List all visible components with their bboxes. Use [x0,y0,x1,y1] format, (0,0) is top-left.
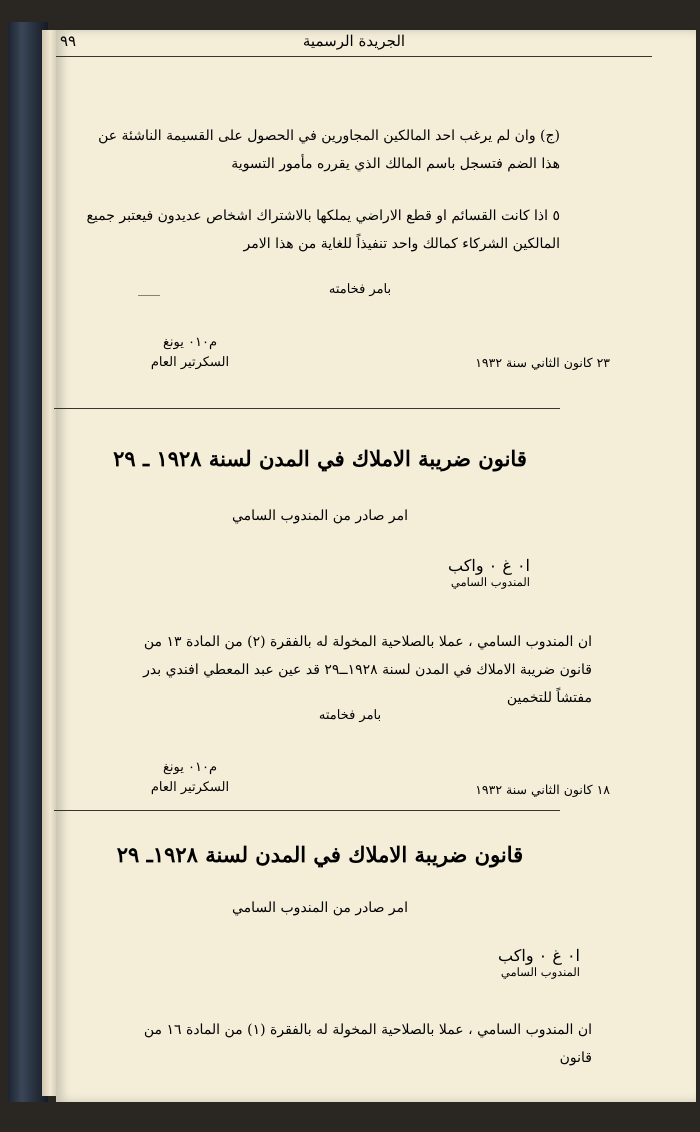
law-title-3: قانون ضريبة الاملاك في المدن لسنة ١٩٢٨ـ ٢٩ [116,842,524,867]
document-page [56,30,696,1102]
page-edge [42,30,56,1096]
order-subtitle-3: امر صادر من المندوب السامي [231,900,409,916]
signature-block-2 [130,758,250,798]
signer-name: م٠١٠ يونغ [162,335,218,350]
gazette-title: الجريدة الرسمية [302,32,406,50]
issuer-name: ا٠ غ ٠ واكب [448,556,530,575]
section-divider-1 [54,408,560,409]
by-order-2: بامر فخامته [318,708,382,723]
order-body-2: ان المندوب السامي ، عملا بالصلاحية المخولة له بالفقرة (٢) من المادة ١٣ من قانون ضريبة الاملاك في المدن لسنة ١٩٢٨ــ٢٩ قد عين عبد المعطي افندي بدر مفتشاً للتخمين [143,634,592,706]
by-order-1: بامر فخامته [328,282,392,297]
page-number: ٩٩ [60,32,77,50]
paragraph-c: (ج) وان لم يرغب احد المالكين المجاورين في الحصول على القسيمة الناشئة عن هذا الضم فتسجل باسم المالك الذي يقرره مأمور التسوية [98,128,560,172]
signer-name: م٠١٠ يونغ [162,760,218,775]
order-body-3: ان المندوب السامي ، عملا بالصلاحية المخولة له بالفقرة (١) من المادة ١٦ من قانون [143,1022,592,1066]
issuer-block-3 [470,946,580,979]
paragraph-5: ٥ اذا كانت القسائم او قطع الاراضي يملكها بالاشتراك اشخاص عديدون فيعتبر جميع المالكين الشركاء كمالك واحد تنفيذاً للغاية من هذا الامر [86,208,560,252]
date-2: ١٨ كانون الثاني سنة ١٩٣٢ [475,782,610,797]
separator-dash [138,295,160,296]
date-1: ٢٣ كانون الثاني سنة ١٩٣٢ [475,355,610,370]
order-subtitle-2: امر صادر من المندوب السامي [231,508,409,524]
signer-role: السكرتير العام [150,355,230,370]
signature-block-1 [130,333,250,373]
issuer-role: المندوب السامي [450,575,530,589]
issuer-block-2 [420,556,530,589]
issuer-role: المندوب السامي [500,965,580,979]
signer-role: السكرتير العام [150,780,230,795]
issuer-name: ا٠ غ ٠ واكب [498,946,580,965]
law-title-2: قانون ضريبة الاملاك في المدن لسنة ١٩٢٨ ـ ٢٩ [113,446,527,471]
section-divider-2 [54,810,560,811]
page-header [56,30,652,57]
